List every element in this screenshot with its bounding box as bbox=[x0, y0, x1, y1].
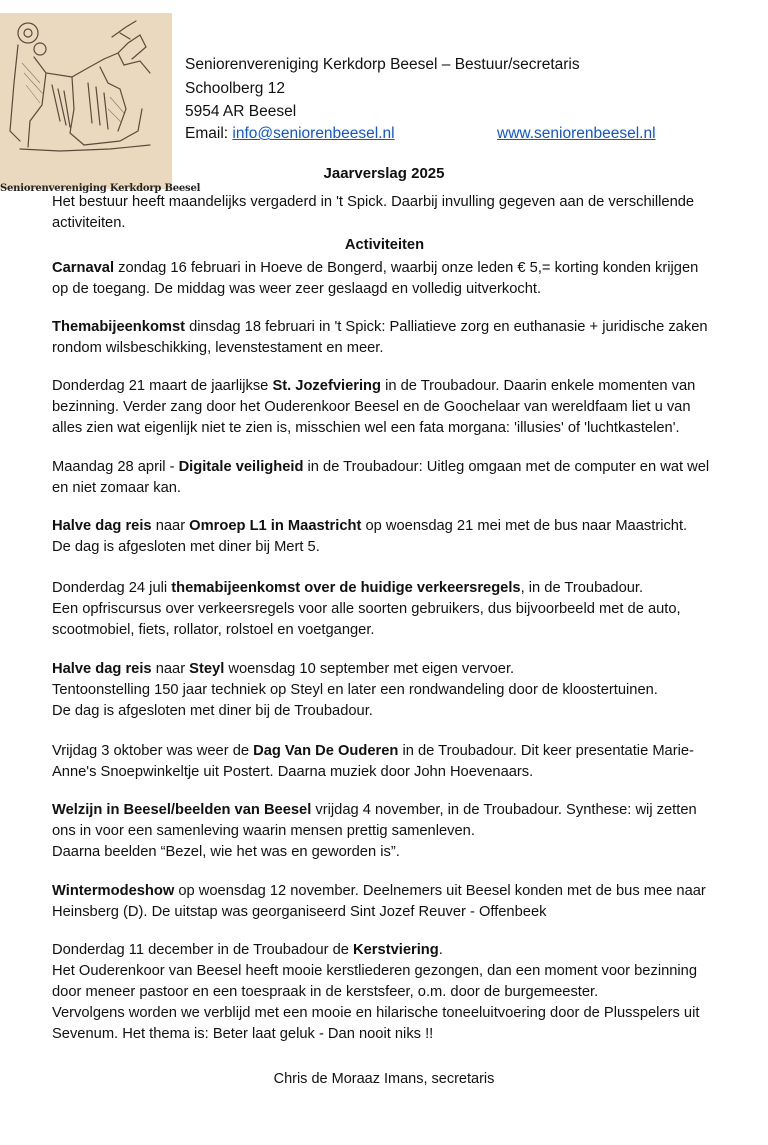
email-link[interactable]: info@seniorenbeesel.nl bbox=[232, 125, 395, 142]
activity-wintermodeshow: Wintermodeshow op woensdag 12 november. Deelnemers uit Beesel konden met de bus mee naar Heinsberg (D). De uitstap was georganiseerd Sint Jozef Reuver - Offenbeek bbox=[52, 883, 706, 920]
activity-welzijn: Welzijn in Beesel/beelden van Beesel vrijdag 4 november, in de Troubadour. Synthese: wij zetten ons in voor een samenleving waarin mensen prettig samenleven. Daarna beelden “Bezel, wie het was en geworden is”. bbox=[52, 802, 697, 860]
signature: Chris de Moraaz Imans, secretaris bbox=[273, 1071, 495, 1087]
activity-jozefviering: Donderdag 21 maart de jaarlijkse St. Jozefviering in de Troubadour. Daarin enkele momenten van bezinning. Verder zang door het Ouderenkoor Beesel en de Goochelaar van wereldfaam liet u van alles zien wat eigenlijk niet te zien is, misschien wel een fata morgana: 'illusies' of 'luchtkastelen'. bbox=[52, 378, 696, 436]
activity-dag-van-de-ouderen: Vrijdag 3 oktober was weer de Dag Van De Ouderen in de Troubadour. Dit keer presentatie Marie-Anne's Snoepwinkeltje uit Postert. Daarna muziek door John Hoevenaars. bbox=[52, 743, 694, 780]
activity-themabijeenkomst: Themabijeenkomst dinsdag 18 februari in 't Spick: Palliatieve zorg en euthanasie + juridische zaken rondom wilsbeschikking, levenstestament en meer. bbox=[52, 319, 708, 356]
section-heading: Activiteiten bbox=[344, 237, 425, 253]
document-title: Jaarverslag 2025 bbox=[323, 165, 445, 182]
activity-verkeersregels: Donderdag 24 juli themabijeenkomst over de huidige verkeersregels, in de Troubadour. Een opfriscursus over verkeersregels voor alle soorten gebruikers, dus bijvoorbeeld met de auto, scootmobiel, fiets, rollator, rolstoel en voetganger. bbox=[52, 580, 681, 638]
activity-digitale-veiligheid: Maandag 28 april - Digitale veiligheid in de Troubadour: Uitleg omgaan met de computer en wat wel en niet zomaar kan. bbox=[52, 459, 710, 496]
association-logo bbox=[0, 13, 201, 194]
activity-carnaval: Carnaval zondag 16 februari in Hoeve de Bongerd, waarbij onze leden € 5,= korting konden krijgen op de toegang. De middag was weer zeer geslaagd en volledig uitverkocht. bbox=[52, 260, 699, 297]
dragon-sketch-icon bbox=[0, 13, 172, 173]
logo-caption: Seniorenvereniging Kerkdorp Beesel bbox=[0, 183, 201, 194]
intro-paragraph: Het bestuur heeft maandelijks vergaderd in 't Spick. Daarbij invulling gegeven aan de verschillende activiteiten. bbox=[52, 194, 695, 231]
activity-omroep-l1: Halve dag reis naar Omroep L1 in Maastricht op woensdag 21 mei met de bus naar Maastricht. De dag is afgesloten met diner bij Mert 5. bbox=[52, 518, 688, 555]
street-address: Schoolberg 12 bbox=[185, 80, 285, 97]
postal-city: 5954 AR Beesel bbox=[185, 103, 297, 120]
org-line: Seniorenvereniging Kerkdorp Beesel – Bestuur/secretaris bbox=[185, 56, 580, 73]
email-label: Email: bbox=[185, 125, 233, 142]
website-link[interactable]: www.seniorenbeesel.nl bbox=[497, 125, 656, 142]
activity-steyl: Halve dag reis naar Steyl woensdag 10 september met eigen vervoer. Tentoonstelling 150 jaar techniek op Steyl en later een rondwandeling door de kloostertuinen. De dag is afgesloten met diner bij de Troubadour. bbox=[52, 661, 658, 719]
activity-kerstviering: Donderdag 11 december in de Troubadour de Kerstviering. Het Ouderenkoor van Beesel heeft mooie kerstliederen gezongen, dan een moment voor bezinning door meneer pastoor en een toespraak in de kerstsfeer, o.m. door de burgemeester. Vervolgens worden we verblijd met een mooie en hilarische toneeluitvoering door de Plusspelers uit Sevenum. Het thema is: Beter laat geluk - Dan nooit niks !! bbox=[52, 942, 700, 1042]
email-line bbox=[185, 124, 395, 144]
